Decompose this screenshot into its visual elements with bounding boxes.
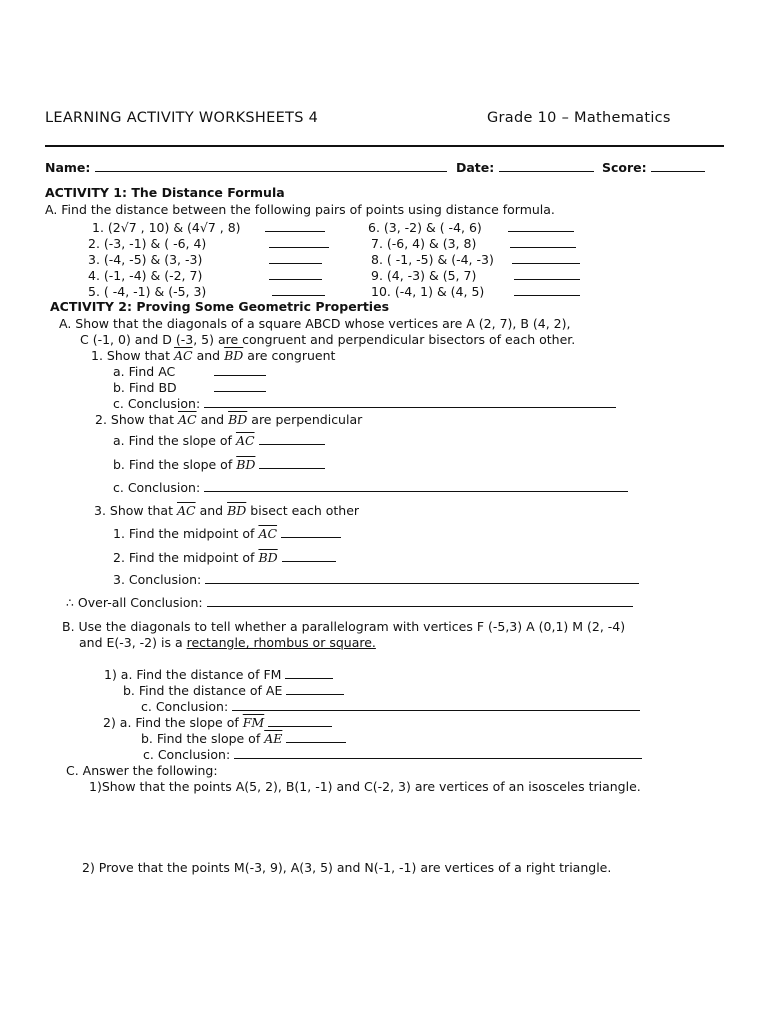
conclusion-blank[interactable]: [204, 396, 616, 408]
answer-blank[interactable]: [268, 715, 332, 727]
step1-heading: 1. Show that $\overline{AC}$ and $\overline{BD}$ are congruent: [91, 348, 336, 363]
answer-blank[interactable]: [272, 284, 325, 296]
header-divider: [45, 145, 724, 147]
partC-heading: C. Answer the following:: [66, 763, 218, 778]
distance-item: 4. (-1, -4) & (-2, 7): [88, 268, 203, 283]
activity1-instruction: A. Find the distance between the following pairs of points using distance formula.: [45, 202, 555, 217]
step1b: b. Find BD: [113, 380, 177, 395]
step3c: 3. Conclusion:: [113, 572, 639, 588]
step2c: c. Conclusion:: [113, 480, 628, 496]
step3b: 2. Find the midpoint of $\overline{BD}$: [113, 550, 336, 566]
segment-bd: $\overline{BD}$: [228, 412, 248, 427]
answer-blank[interactable]: [508, 220, 574, 232]
answer-blank[interactable]: [269, 236, 329, 248]
answer-blank[interactable]: [265, 220, 325, 232]
step1a: a. Find AC: [113, 364, 176, 379]
grade-subject: Grade 10 – Mathematics: [487, 110, 671, 126]
b2b: b. Find the slope of $\overline{AE}$: [141, 731, 346, 747]
name-label: Name:: [45, 160, 91, 175]
date-blank[interactable]: [499, 160, 594, 172]
partC-question-2: 2) Prove that the points M(-3, 9), A(3, 5) and N(-1, -1) are vertices of a right triangle.: [82, 860, 612, 875]
b1a: 1) a. Find the distance of FM: [104, 667, 333, 683]
partA-text-2: C (-1, 0) and D (-3, 5) are congruent and perpendicular bisectors of each other.: [80, 332, 576, 347]
answer-blank[interactable]: [214, 380, 266, 392]
distance-item: 1. (2√7 , 10) & (4√7 , 8): [92, 220, 241, 235]
step1c: c. Conclusion:: [113, 396, 616, 412]
answer-blank[interactable]: [269, 252, 322, 264]
step2-heading: 2. Show that $\overline{AC}$ and $\overline{BD}$ are perpendicular: [95, 412, 363, 427]
conclusion-blank[interactable]: [205, 572, 639, 584]
distance-item: 5. ( -4, -1) & (-5, 3): [88, 284, 207, 299]
segment-bd: $\overline{BD}$: [227, 503, 247, 518]
segment-ac: $\overline{AC}$: [176, 503, 196, 518]
date-field[interactable]: [456, 160, 594, 176]
score-blank[interactable]: [651, 160, 705, 172]
answer-blank[interactable]: [285, 667, 333, 679]
date-label: Date:: [456, 160, 495, 175]
activity1-title: ACTIVITY 1: The Distance Formula: [45, 185, 285, 200]
b1c: c. Conclusion:: [141, 699, 640, 715]
segment-bd: $\overline{BD}$: [224, 348, 244, 363]
name-field[interactable]: [45, 160, 447, 176]
distance-item: 6. (3, -2) & ( -4, 6): [368, 220, 482, 235]
distance-item: 7. (-6, 4) & (3, 8): [371, 236, 477, 251]
name-blank[interactable]: [95, 160, 447, 172]
answer-blank[interactable]: [259, 457, 325, 469]
partC-question-1: 1)Show that the points A(5, 2), B(1, -1) and C(-2, 3) are vertices of an isosceles triangle.: [89, 779, 641, 794]
distance-item: 3. (-4, -5) & (3, -3): [88, 252, 203, 267]
overall-conclusion: ∴ Over-all Conclusion:: [66, 595, 633, 611]
answer-blank[interactable]: [514, 268, 580, 280]
segment-ac: $\overline{AC}$: [177, 412, 197, 427]
activity2-title: ACTIVITY 2: Proving Some Geometric Properties: [50, 299, 390, 314]
b1b: b. Find the distance of AE: [123, 683, 344, 699]
partB-text-2: and E(-3, -2) is a rectangle, rhombus or square.: [79, 635, 376, 650]
answer-blank[interactable]: [269, 268, 322, 280]
conclusion-blank[interactable]: [232, 699, 640, 711]
step3a: 1. Find the midpoint of $\overline{AC}$: [113, 526, 341, 542]
shape-options: rectangle, rhombus or square.: [186, 635, 376, 650]
distance-item: 9. (4, -3) & (5, 7): [371, 268, 477, 283]
b2a: 2) a. Find the slope of $\overline{FM}$: [103, 715, 332, 731]
worksheet-title: LEARNING ACTIVITY WORKSHEETS 4: [45, 110, 319, 126]
score-label: Score:: [602, 160, 647, 175]
conclusion-blank[interactable]: [234, 747, 642, 759]
step3-heading: 3. Show that $\overline{AC}$ and $\overline{BD}$ bisect each other: [94, 503, 360, 518]
distance-item: 2. (-3, -1) & ( -6, 4): [88, 236, 207, 251]
answer-blank[interactable]: [286, 683, 344, 695]
answer-blank[interactable]: [512, 252, 580, 264]
answer-blank[interactable]: [514, 284, 580, 296]
distance-item: 8. ( -1, -5) & (-4, -3): [371, 252, 494, 267]
answer-blank[interactable]: [281, 526, 341, 538]
b2c: c. Conclusion:: [143, 747, 642, 763]
answer-blank[interactable]: [510, 236, 576, 248]
partB-text-1: B. Use the diagonals to tell whether a parallelogram with vertices F (-5,3) A (0,1) M (2, -4): [62, 619, 626, 634]
answer-blank[interactable]: [259, 433, 325, 445]
conclusion-blank[interactable]: [207, 595, 633, 607]
step2a: a. Find the slope of $\overline{AC}$: [113, 433, 325, 449]
segment-ac: $\overline{AC}$: [173, 348, 193, 363]
step2b: b. Find the slope of $\overline{BD}$: [113, 457, 325, 473]
partA-text-1: A. Show that the diagonals of a square ABCD whose vertices are A (2, 7), B (4, 2),: [59, 316, 571, 331]
distance-item: 10. (-4, 1) & (4, 5): [371, 284, 485, 299]
conclusion-blank[interactable]: [204, 480, 628, 492]
answer-blank[interactable]: [282, 550, 336, 562]
score-field[interactable]: [602, 160, 705, 176]
answer-blank[interactable]: [214, 364, 266, 376]
answer-blank[interactable]: [286, 731, 346, 743]
